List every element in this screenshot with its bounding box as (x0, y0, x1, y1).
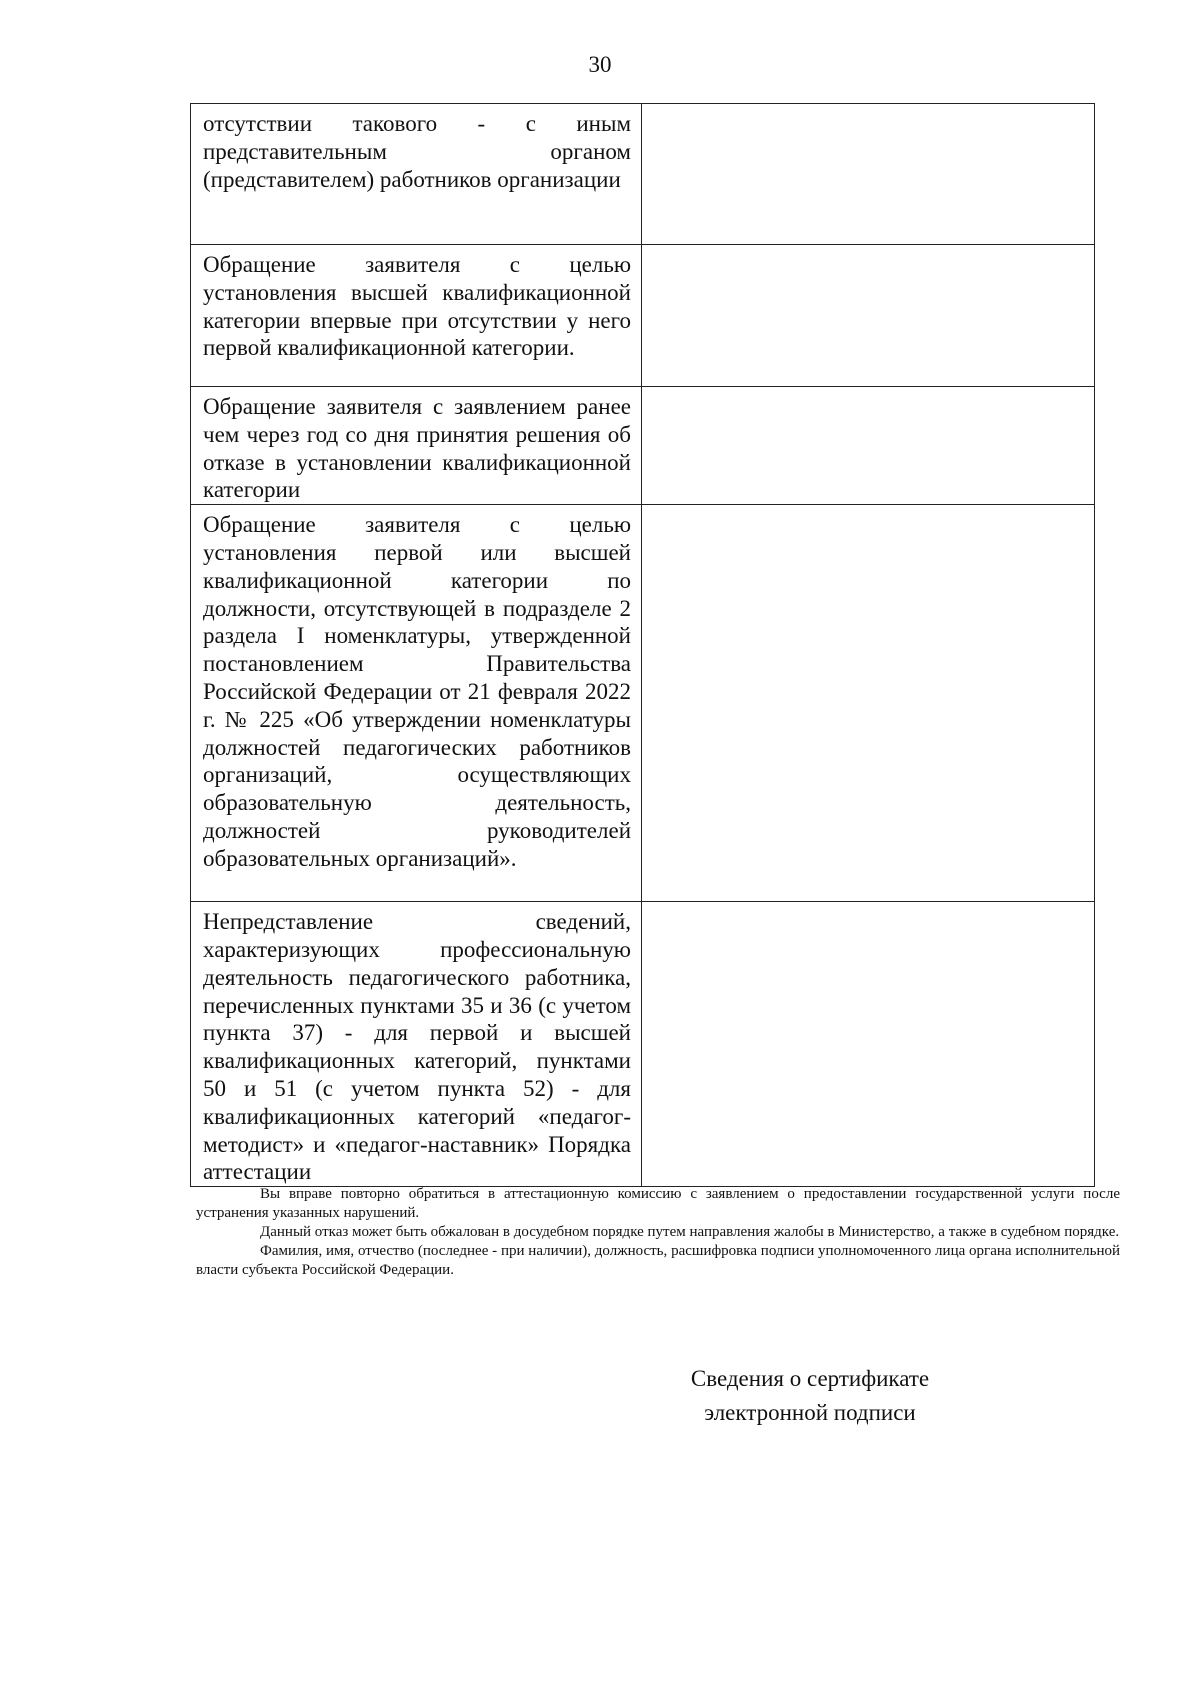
reason-text: Обращение заявителя с целью установления первой или высшей квалификационной категории по должности, отсутствующей в подразделе 2 раздела I номенклатуры, утвержденной постановлением Правительства Российской Федерации от 21 февраля 2022 г. № 225 «Об утверждении номенклатуры должностей педагогических работников организаций, осуществляющих образовательную деятельность, должностей руководителей образовательных организаций». (203, 512, 631, 871)
reason-cell (191, 505, 642, 902)
signature-certificate-block (660, 1362, 960, 1430)
table-row (191, 902, 1095, 1187)
reason-cell (191, 387, 642, 505)
appeal-note: Данный отказ может быть обжалован в досудебном порядке путем направления жалобы в Министерство, а также в судебном порядке. (260, 1224, 1120, 1240)
signatory-note: Фамилия, имя, отчество (последнее - при наличии), должность, расшифровка подписи уполномоченного лица органа исполнительной власти субъекта Российской Федерации. (196, 1243, 1120, 1278)
certificate-line-1: Сведения о сертификате (690, 1366, 930, 1391)
table-row (191, 505, 1095, 902)
note-cell (642, 245, 1095, 387)
note-cell (642, 387, 1095, 505)
reason-cell (191, 245, 642, 387)
reason-cell (191, 104, 642, 245)
table-row (191, 245, 1095, 387)
reason-text: отсутствии такового - с иным представительным органом (представителем) работников организации (203, 111, 631, 192)
note-cell (642, 104, 1095, 245)
repeat-application-note: Вы вправе повторно обратиться в аттестационную комиссию с заявлением о предоставлении государственной услуги после устранения указанных нарушений. (196, 1186, 1120, 1221)
notes-block (196, 1185, 1120, 1280)
reason-text: Непредставление сведений, характеризующих профессиональную деятельность педагогического работника, перечисленных пунктами 35 и 36 (с учетом пункта 37) - для первой и высшей квалификационных категорий, пунктами 50 и 51 (с учетом пункта 52) - для квалификационных категорий «педагог-методист» и «педагог-наставник» Порядка аттестации (203, 909, 631, 1185)
table-row (191, 387, 1095, 505)
table-row (191, 104, 1095, 245)
reason-cell (191, 902, 642, 1187)
reason-text: Обращение заявителя с заявлением ранее чем через год со дня принятия решения об отказе в установлении квалификационной категории (203, 394, 631, 503)
note-cell (642, 505, 1095, 902)
page-number: 30 (588, 52, 612, 77)
refusal-grounds-table (190, 103, 1095, 1187)
note-cell (642, 902, 1095, 1187)
certificate-line-2: электронной подписи (704, 1400, 916, 1425)
reason-text: Обращение заявителя с целью установления высшей квалификационной категории впервые при отсутствии у него первой квалификационной категории. (203, 252, 631, 361)
